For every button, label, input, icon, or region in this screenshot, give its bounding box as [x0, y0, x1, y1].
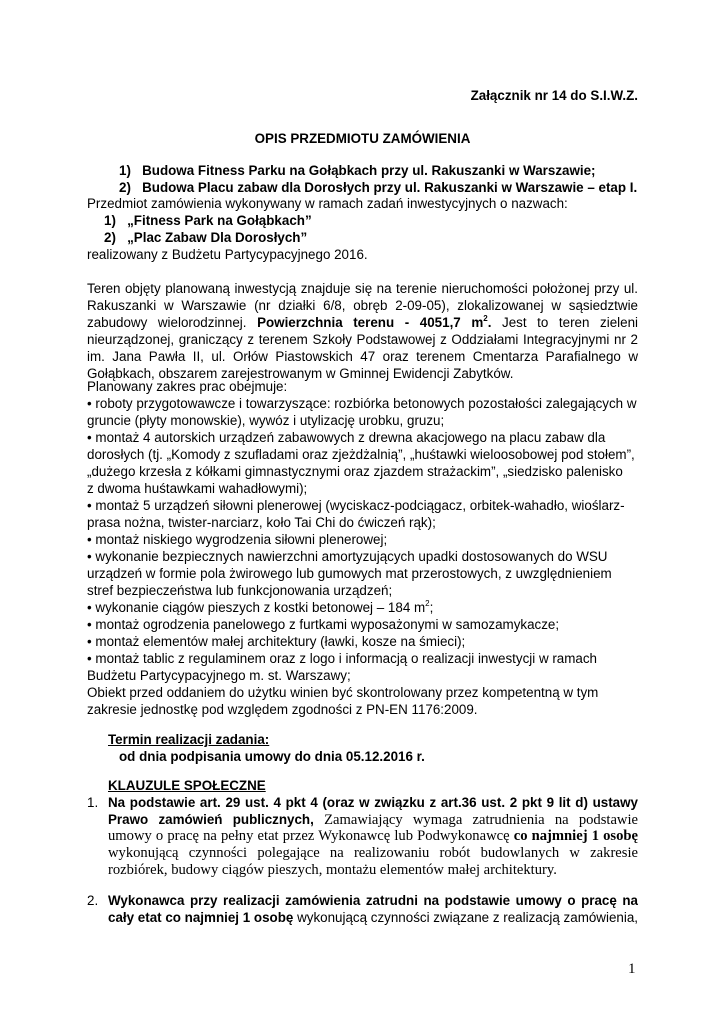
budget-line: realizowany z Budżetu Partycypacyjnego 2016. — [87, 247, 368, 262]
paths-unit-sup: 2 — [425, 598, 430, 608]
scope-line: dorosłych (tj. „Komody z szufladami oraz zjeżdżalnią”, „huśtawki wieloosobowej pod stołem”, — [87, 447, 635, 462]
clause-1-line-2 — [108, 811, 638, 830]
clauses-heading: KLAUZULE SPOŁECZNE — [108, 778, 266, 793]
name-text: „Plac Zabaw Dla Dorosłych” — [127, 230, 308, 245]
clause-1-text: umowy o pracę na pełny etat przez Wykonawcę lub Podwykonawcę — [108, 828, 510, 844]
task-number: 2) — [119, 180, 131, 195]
name-item-1 — [104, 212, 655, 230]
clause-1-line-3 — [108, 828, 638, 846]
clause-1-line-4: wykonującą czynności polegające na realizowaniu robót budowlanych w zakresie — [108, 845, 638, 861]
clause-1-text: Zamawiający wymaga zatrudnienia na podstawie — [324, 812, 638, 828]
task-item-2 — [119, 179, 670, 197]
control-line-2: zakresie jednostkę pod względem zgodności z PN-EN 1176:2009. — [87, 702, 478, 717]
scope-line: • wykonanie bezpiecznych nawierzchni amortyzujących upadki dostosowanych do WSU — [87, 549, 608, 564]
area-size — [257, 315, 491, 330]
scope-line: „dużego krzesła z kółkami gimnastycznymi oraz zjazdem strażackim”, „siedzisko palenisko — [87, 464, 623, 479]
deadline-text: od dnia podpisania umowy do dnia 05.12.2016 r. — [119, 749, 425, 764]
scope-line: • montaż niskiego wygrodzenia siłowni plenerowej; — [87, 532, 388, 547]
clause-2-line-2 — [108, 909, 638, 927]
task-text: Budowa Placu zabaw dla Dorosłych przy ul. Rakuszanki w Warszawie – etap I. — [142, 180, 638, 195]
area-line-5: im. Jana Pawła II, ul. Orłów Piastowskich 47 oraz terenem Cmentarza Parafialnego w — [87, 349, 638, 364]
paths-text: • wykonanie ciągów pieszych z kostki betonowej – 184 m — [87, 600, 426, 615]
scope-line: • montaż ogrodzenia panelowego z furtkami wyposażonymi w samozamykacze; — [87, 617, 560, 632]
scope-line: z dwoma huśtawkami wahadłowymi); — [87, 481, 308, 496]
annex-label: Załącznik nr 14 do S.I.W.Z. — [470, 88, 638, 103]
area-size-text: Powierzchnia terenu - 4051,7 m — [257, 315, 484, 330]
scope-line: prasa nożna, twister-narciarz, koło Tai Chi do ćwiczeń rąk); — [87, 515, 436, 530]
paths-end: ; — [429, 600, 434, 615]
area-line-1: Teren objęty planowaną inwestycją znajduje się na terenie nieruchomości położonej przy ul. — [87, 281, 638, 296]
control-line-1: Obiekt przed oddaniem do użytku winien być skontrolowany przez kompetentną w tym — [87, 685, 599, 700]
name-number: 1) — [104, 213, 116, 228]
clause-2-count: cały etat co najmniej 1 osobę — [108, 910, 294, 925]
task-item-1 — [119, 162, 670, 180]
deadline-heading: Termin realizacji zadania: — [108, 732, 270, 747]
clause-1-law: Prawo zamówień publicznych, — [108, 812, 314, 827]
scope-heading: Planowany zakres prac obejmuje: — [87, 379, 288, 394]
page-number: 1 — [628, 961, 636, 977]
clause-2-line-1: Wykonawca przy realizacji zamówienia zatrudni na podstawie umowy o pracę na — [108, 893, 638, 908]
clause-2-text: wykonującą czynności związane z realizacją zamówienia, — [297, 910, 638, 925]
name-number: 2) — [104, 230, 116, 245]
area-unit-sup: 2 — [483, 313, 488, 323]
task-number: 1) — [119, 163, 131, 178]
area-size-dot: . — [487, 315, 492, 330]
area-text: zabudowy wielorodzinnej. — [87, 315, 247, 330]
area-line-6: Gołąbkach, obszarem zarejestrowanym w Gminnej Ewidencji Zabytków. — [87, 366, 514, 381]
name-text: „Fitness Park na Gołąbkach” — [127, 213, 312, 228]
scope-line: • montaż 5 urządzeń siłowni plenerowej (wyciskacz-podciągacz, orbitek-wahadło, wioślarz- — [87, 498, 625, 513]
scope-line: • montaż elementów małej architektury (ławki, kosze na śmieci); — [87, 634, 466, 649]
scope-line: urządzeń w formie pola żwirowego lub gumowych mat przerostowych, z uwzględnieniem — [87, 566, 612, 581]
area-line-2: Rakuszanki w Warszawie (nr działki 6/8, obręb 2-09-05), zlokalizowanej w sąsiedztwie — [87, 298, 638, 313]
area-line-3 — [87, 314, 638, 332]
scope-line: • roboty przygotowawcze i towarzyszące: rozbiórka betonowych pozostałości zalegających w — [87, 396, 637, 411]
scope-line: Budżetu Partycypacyjnego m. st. Warszawy; — [87, 668, 351, 683]
document-title: OPIS PRZEDMIOTU ZAMÓWIENIA — [254, 131, 471, 146]
clause-2-number: 2. — [87, 893, 99, 908]
intro-line: Przedmiot zamówienia wykonywany w ramach zadań inwestycyjnych o nazwach: — [87, 196, 568, 211]
scope-line: gruncie (płyty monowskie), wywóz i utylizację urobku, gruzu; — [87, 413, 445, 428]
scope-line-paths — [87, 599, 638, 617]
scope-line: stref bezpieczeństwa lub funkcjonowania urządzeń; — [87, 583, 393, 598]
scope-line: • montaż 4 autorskich urządzeń zabawowych z drewna akacjowego na placu zabaw dla — [87, 430, 606, 445]
scope-line: • montaż tablic z regulaminem oraz z logo i informacją o realizacji inwestycji w ramach — [87, 651, 598, 666]
clause-1-line-5: rozbiórek, budowy ciągów pieszych, montażu elementów małej architektury. — [108, 862, 557, 878]
area-text-end: Jest to teren zieleni — [502, 315, 638, 330]
name-item-2 — [104, 229, 655, 247]
clause-1-count: co najmniej 1 osobę — [513, 828, 638, 844]
area-line-4: nieurządzonej, graniczący z terenem Szkoły Podstawowej z Oddziałami Integracyjnymi nr 2 — [87, 332, 638, 347]
clause-1-line-1: Na podstawie art. 29 ust. 4 pkt 4 (oraz w związku z art.36 ust. 2 pkt 9 lit d) ustawy — [108, 795, 638, 810]
task-text: Budowa Fitness Parku na Gołąbkach przy ul. Rakuszanki w Warszawie; — [142, 163, 596, 178]
clause-1-number: 1. — [87, 795, 99, 810]
